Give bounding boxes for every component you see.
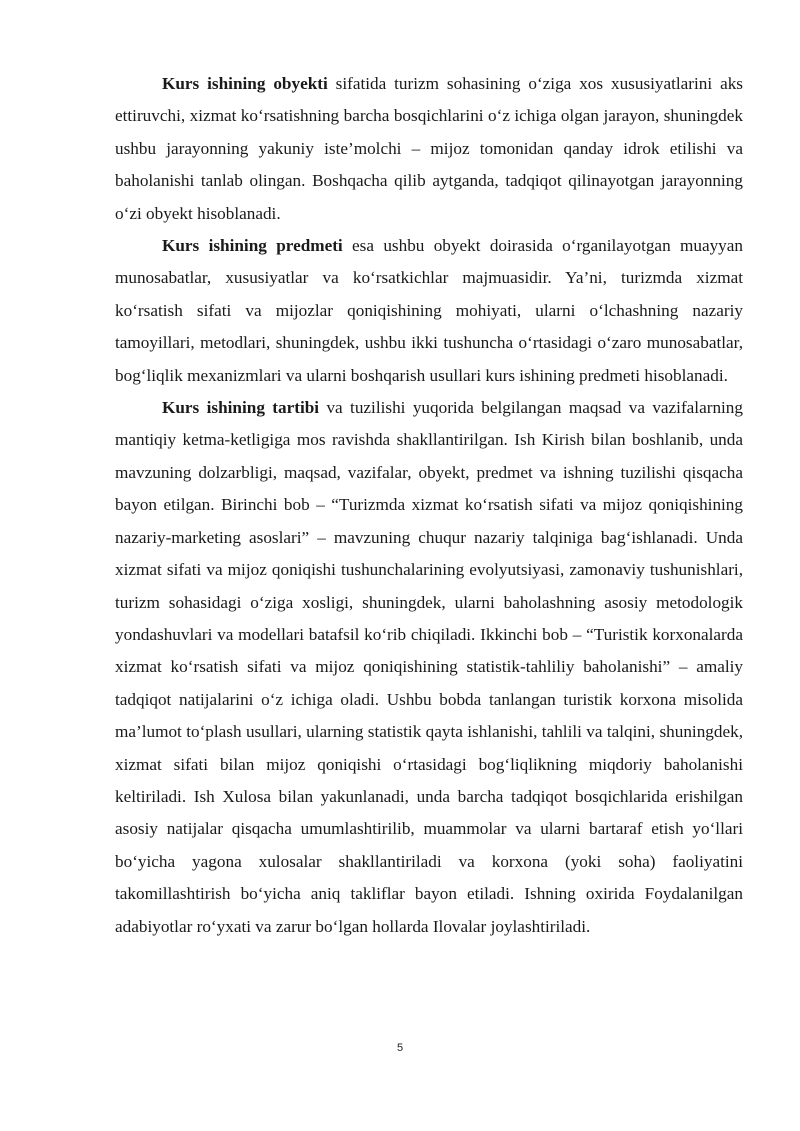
paragraph-course-subject (115, 230, 743, 392)
paragraph-lead-subject: Kurs ishining predmeti (162, 236, 343, 256)
paragraph-course-structure (115, 392, 743, 943)
paragraph-text-object: sifatida turizm sohasining o‘ziga xos xususiyatlarini aks ettiruvchi, xizmat ko‘rsatishning barcha bosqichlarini o‘z ichiga olgan jarayon, shuningdek ushbu jarayonning yakuniy iste’molchi – mijoz tomonidan qanday idrok etilishi va baholanishi tanlab olingan. Boshqacha qilib aytganda, tadqiqot qilinayotgan jarayonning o‘zi obyekt hisoblanadi. (115, 74, 743, 223)
paragraph-text-structure: va tuzilishi yuqorida belgilangan maqsad va vazifalarning mantiqiy ketma-ketligiga mos ravishda shakllantirilgan. Ish Kirish bilan boshlanib, unda mavzuning dolzarbligi, maqsad, vazifalar, obyekt, predmet va ishning tuzilishi qisqacha bayon etilgan. Birinchi bob – “Turizmda xizmat ko‘rsatish sifati va mijoz qoniqishining nazariy-marketing asoslari” – mavzuning chuqur nazariy talqiniga bag‘ishlanadi. Unda xizmat sifati va mijoz qoniqishi tushunchalarining evolyutsiyasi, zamonaviy tushunishlari, turizm sohasidagi o‘ziga xosligi, shuningdek, ularni baholashning asosiy metodologik yondashuvlari va modellari batafsil ko‘rib chiqiladi. Ikkinchi bob – “Turistik korxonalarda xizmat ko‘rsatish sifati va mijoz qoniqishining statistik-tahliliy baholanishi” – amaliy tadqiqot natijalarini o‘z ichiga oladi. Ushbu bobda tanlangan turistik korxona misolida ma’lumot to‘plash usullari, ularning statistik qayta ishlanishi, tahlili va talqini, shuningdek, xizmat sifati bilan mijoz qoniqishi o‘rtasidagi bog‘liqlikning miqdoriy baholanishi keltiriladi. Ish Xulosa bilan yakunlanadi, unda barcha tadqiqot bosqichlarida erishilgan asosiy natijalar qisqacha umumlashtirilib, muammolar va ularni bartaraf etish yo‘llari bo‘yicha yagona xulosalar shakllantiriladi va korxona (yoki soha) faoliyatini takomillashtirish bo‘yicha aniq takliflar bayon etiladi. Ishning oxirida Foydalanilgan adabiyotlar ro‘yxati va zarur bo‘lgan hollarda Ilovalar joylashtiriladi. (115, 398, 743, 936)
paragraph-text-subject: esa ushbu obyekt doirasida o‘rganilayotgan muayyan munosabatlar, xususiyatlar va ko‘rsatkichlar majmuasidir. Ya’ni, turizmda xizmat ko‘rsatish sifati va mijozlar qoniqishining mohiyati, ularni o‘lchashning nazariy tamoyillari, metodlari, shuningdek, ushbu ikki tushuncha o‘rtasidagi o‘zaro munosabatlar, bog‘liqlik mexanizmlari va ularni boshqarish usullari kurs ishining predmeti hisoblanadi. (115, 236, 743, 385)
document-page (115, 68, 743, 943)
paragraph-lead-structure: Kurs ishining tartibi (162, 398, 320, 418)
paragraph-course-object (115, 68, 743, 230)
paragraph-lead-object: Kurs ishining obyekti (162, 74, 328, 93)
page-number: 5 (396, 1042, 404, 1054)
